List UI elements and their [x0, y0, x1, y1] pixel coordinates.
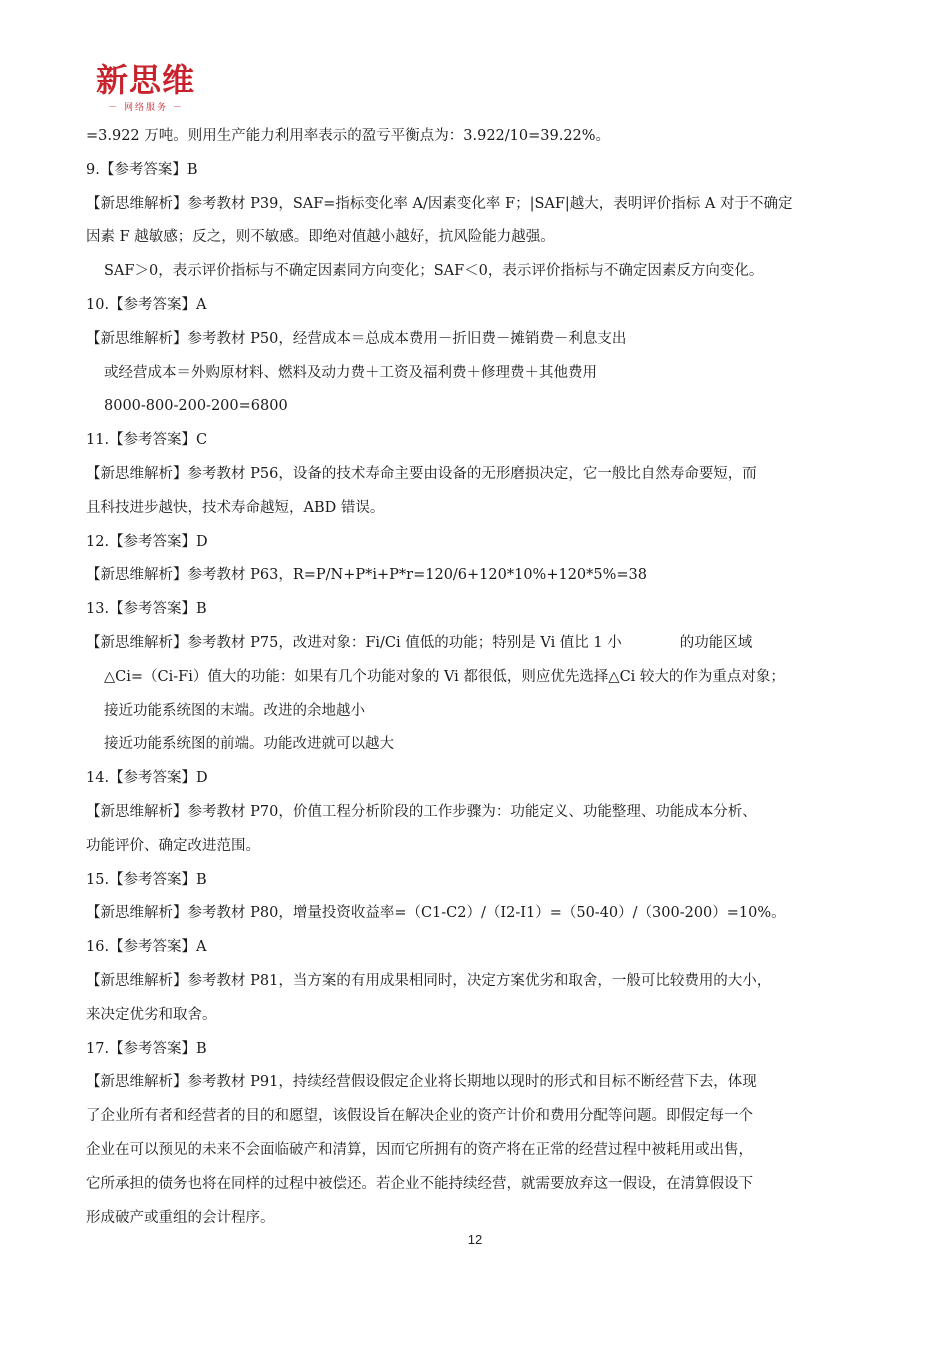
text-line: 【新思维解析】参考教材 P75，改进对象：Fi/Ci 值低的功能；特别是 Vi 值比 1 小 的功能区域 [86, 634, 753, 651]
answer-heading: 12.【参考答案】D [86, 533, 208, 550]
text-line: 或经营成本＝外购原材料、燃料及动力费＋工资及福利费＋修理费＋其他费用 [104, 364, 597, 381]
logo-title: 新思维 [96, 61, 196, 99]
logo [96, 62, 206, 113]
text-line: SAF＞0，表示评价指标与不确定因素同方向变化；SAF＜0，表示评价指标与不确定因素反方向变化。 [104, 263, 764, 280]
answer-heading: 10.【参考答案】A [86, 296, 207, 313]
text-line: 【新思维解析】参考教材 P50，经营成本＝总成本费用－折旧费－摊销费－利息支出 [86, 330, 627, 347]
text-line: 了企业所有者和经营者的目的和愿望，该假设旨在解决企业的资产计价和费用分配等问题。即假定每一个 [86, 1108, 753, 1125]
text-line: 【新思维解析】参考教材 P80，增量投资收益率=（C1-C2）/（I2-I1）=（50-40）/（300-200）=10%。 [86, 905, 786, 922]
text-line: 【新思维解析】参考教材 P81，当方案的有用成果相同时，决定方案优劣和取舍，一般可比较费用的大小， [86, 972, 772, 989]
text-line: 且科技进步越快，技术寿命越短，ABD 错误。 [86, 499, 385, 516]
answer-heading: 16.【参考答案】A [86, 939, 207, 956]
text-line: 8000-800-200-200=6800 [104, 398, 288, 415]
text-line: =3.922 万吨。则用生产能力利用率表示的盈亏平衡点为：3.922/10=39.22%。 [86, 128, 611, 144]
answer-heading: 17.【参考答案】B [86, 1040, 207, 1057]
text-line: 来决定优劣和取舍。 [86, 1006, 217, 1023]
text-line: 接近功能系统图的末端。改进的余地越小 [104, 702, 365, 719]
text-line: 功能评价、确定改进范围。 [86, 837, 260, 854]
text-line: 因素 F 越敏感；反之，则不敏感。即绝对值越小越好，抗风险能力越强。 [86, 229, 555, 246]
text-line: △Ci=（Ci-Fi）值大的功能：如果有几个功能对象的 Vi 都很低，则应优先选择△Ci 较大的作为重点对象； [104, 668, 785, 685]
answer-heading: 14.【参考答案】D [86, 770, 208, 787]
text-line: 【新思维解析】参考教材 P70，价值工程分析阶段的工作步骤为：功能定义、功能整理、功能成本分析、 [86, 803, 757, 820]
text-line: 【新思维解析】参考教材 P39，SAF=指标变化率 A/因素变化率 F；|SAF|越大，表明评价指标 A 对于不确定 [86, 195, 793, 212]
text-line: 企业在可以预见的未来不会面临破产和清算，因而它所拥有的资产将在正常的经营过程中被耗用或出售， [86, 1141, 753, 1158]
answer-heading: 13.【参考答案】B [86, 601, 207, 618]
text-line: 接近功能系统图的前端。功能改进就可以越大 [104, 736, 394, 753]
text-line: 形成破产或重组的会计程序。 [86, 1209, 275, 1226]
logo-subtitle: － 网络服务 － [108, 103, 184, 113]
answer-heading: 15.【参考答案】B [86, 871, 207, 888]
text-line: 【新思维解析】参考教材 P91，持续经营假设假定企业将长期地以现时的形式和目标不断经营下去，体现 [86, 1074, 757, 1091]
page-number: 12 [467, 1232, 483, 1247]
answer-heading: 9.【参考答案】B [86, 161, 198, 178]
text-line: 【新思维解析】参考教材 P56，设备的技术寿命主要由设备的无形磨损决定，它一般比自然寿命要短，而 [86, 465, 757, 482]
document-body [86, 120, 866, 1235]
text-line: 它所承担的债务也将在同样的过程中被偿还。若企业不能持续经营，就需要放弃这一假设，在清算假设下 [86, 1175, 753, 1192]
text-line: 【新思维解析】参考教材 P63，R=P/N+P*i+P*r=120/6+120*10%+120*5%=38 [86, 567, 648, 584]
answer-heading: 11.【参考答案】C [86, 432, 208, 449]
